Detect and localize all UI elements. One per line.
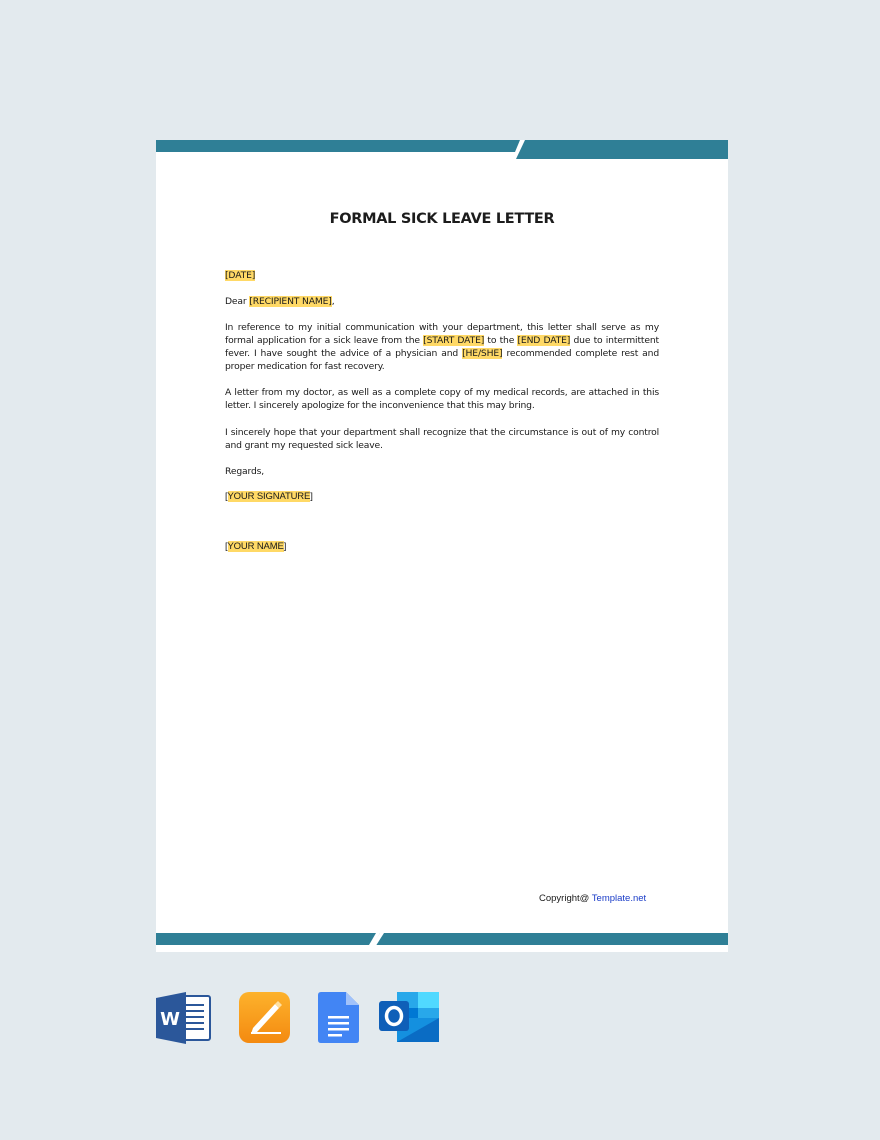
pages-icon[interactable] [239, 992, 290, 1048]
copyright-line [539, 893, 646, 904]
recipient-placeholder: [RECIPIENT NAME] [249, 296, 332, 307]
template-net-link[interactable]: Template.net [591, 893, 647, 904]
salutation-suffix: , [331, 296, 335, 307]
pronoun-placeholder: [HE/SHE] [462, 348, 503, 359]
name-line [225, 540, 659, 553]
p1-text-1: In reference to my initial communication with your department, this letter shall serve as my formal application for a sick leave from the [225, 322, 659, 346]
p1-text-2: to the [484, 335, 518, 346]
letter-page [156, 140, 728, 952]
outlook-icon[interactable] [379, 992, 439, 1047]
svg-text:W: W [160, 1009, 180, 1030]
name-placeholder: YOUR NAME [227, 541, 284, 552]
start-date-placeholder: [START DATE] [423, 335, 485, 346]
top-header-band [156, 140, 728, 159]
date-placeholder: [DATE] [225, 270, 256, 281]
name-close-bracket: ] [283, 541, 287, 552]
signature-open-bracket: [ [225, 491, 228, 502]
date-line [225, 269, 659, 282]
app-icons-row [0, 992, 880, 1046]
letter-title: FORMAL SICK LEAVE LETTER [329, 211, 555, 227]
word-icon[interactable] [156, 992, 212, 1049]
salutation-prefix: Dear [225, 296, 250, 307]
bottom-footer-band [156, 933, 728, 952]
signature-close-bracket: ] [310, 491, 313, 502]
salutation [225, 295, 659, 308]
google-docs-icon[interactable] [318, 992, 359, 1048]
end-date-placeholder: [END DATE] [517, 335, 571, 346]
name-open-bracket: [ [225, 541, 228, 552]
copyright-label: Copyright@ [539, 893, 592, 904]
signature-line [225, 490, 659, 503]
signature-placeholder: YOUR SIGNATURE [227, 491, 311, 502]
p1-text-3: due to intermittent fever. I have sought the advice of a physician and [225, 335, 659, 359]
closing: Regards, [225, 466, 265, 477]
paragraph-3: I sincerely hope that your department shall recognize that the circumstance is out of my control and grant my requested sick leave. [225, 427, 659, 451]
p1-text-4: recommended complete rest and proper medication for fast recovery. [225, 348, 659, 372]
paragraph-2: A letter from my doctor, as well as a complete copy of my medical records, are attached in this letter. I sincerely apologize for the inconvenience that this may bring. [225, 387, 659, 411]
paragraph-1 [225, 321, 659, 373]
